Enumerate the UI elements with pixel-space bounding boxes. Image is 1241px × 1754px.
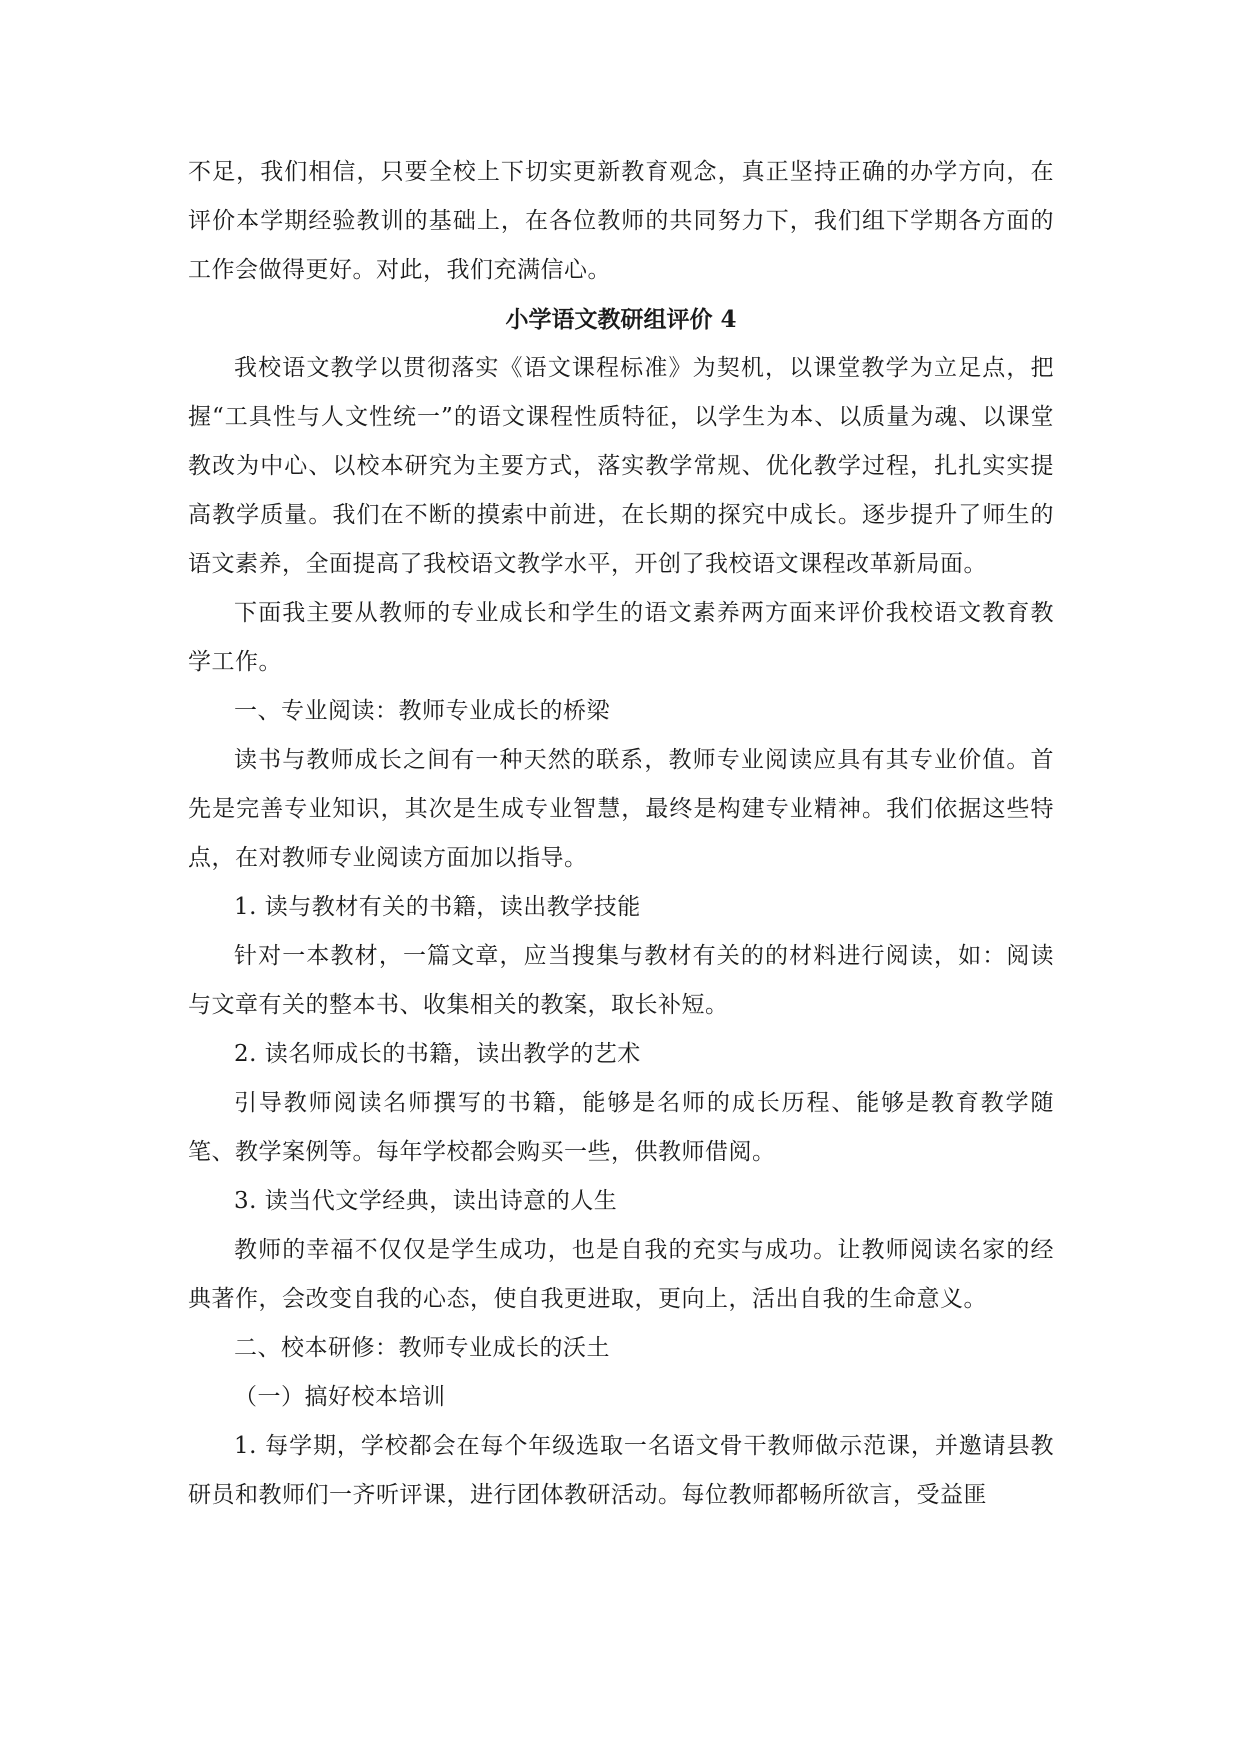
paragraph-3: 读书与教师成长之间有一种天然的联系，教师专业阅读应具有其专业价值。首先是完善专业知识，其次是生成专业智慧，最终是构建专业精神。我们依据这些特点，在对教师专业阅读方面加以指导。 [188,747,1054,871]
subheading-1: 1. 读与教材有关的书籍，读出教学技能 [234,894,641,920]
paragraph-7: 1. 每学期，学校都会在每个年级选取一名语文骨干教师做示范课，并邀请县教研员和教师们一齐听评课，进行团体教研活动。每位教师都畅所欲言，受益匪 [188,1433,1054,1508]
paragraph-1: 我校语文教学以贯彻落实《语文课程标准》为契机，以课堂教学为立足点，把握“工具性与人文性统一”的语文课程性质特征，以学生为本、以质量为魂、以课堂教改为中心、以校本研究为主要方式，落实教学常规、优化教学过程，扎扎实实提高教学质量。我们在不断的摸索中前进，在长期的探究中成长。逐步提升了师生的语文素养，全面提高了我校语文教学水平，开创了我校语文课程改革新局面。 [188,355,1054,577]
heading-2: 二、校本研修：教师专业成长的沃土 [234,1335,610,1361]
paragraph-2: 下面我主要从教师的专业成长和学生的语文素养两方面来评价我校语文教育教学工作。 [188,600,1054,675]
heading-1: 一、专业阅读：教师专业成长的桥梁 [234,698,610,724]
document-body [188,148,1054,1520]
subheading-3: 3. 读当代文学经典，读出诗意的人生 [234,1188,618,1214]
paragraph-5: 引导教师阅读名师撰写的书籍，能够是名师的成长历程、能够是教育教学随笔、教学案例等。每年学校都会购买一些，供教师借阅。 [188,1090,1054,1165]
paragraph-4: 针对一本教材，一篇文章，应当搜集与教材有关的的材料进行阅读，如：阅读与文章有关的整本书、收集相关的教案，取长补短。 [188,943,1054,1018]
heading-2a: （一）搞好校本培训 [234,1384,446,1410]
subheading-2: 2. 读名师成长的书籍，读出教学的艺术 [234,1041,641,1067]
section-title: 小学语文教研组评价 4 [505,306,737,333]
paragraph-6: 教师的幸福不仅仅是学生成功，也是自我的充实与成功。让教师阅读名家的经典著作，会改变自我的心态，使自我更进取，更向上，活出自我的生命意义。 [188,1237,1054,1312]
paragraph-intro: 不足，我们相信，只要全校上下切实更新教育观念，真正坚持正确的办学方向，在评价本学期经验教训的基础上，在各位教师的共同努力下，我们组下学期各方面的工作会做得更好。对此，我们充满信心。 [188,159,1054,283]
